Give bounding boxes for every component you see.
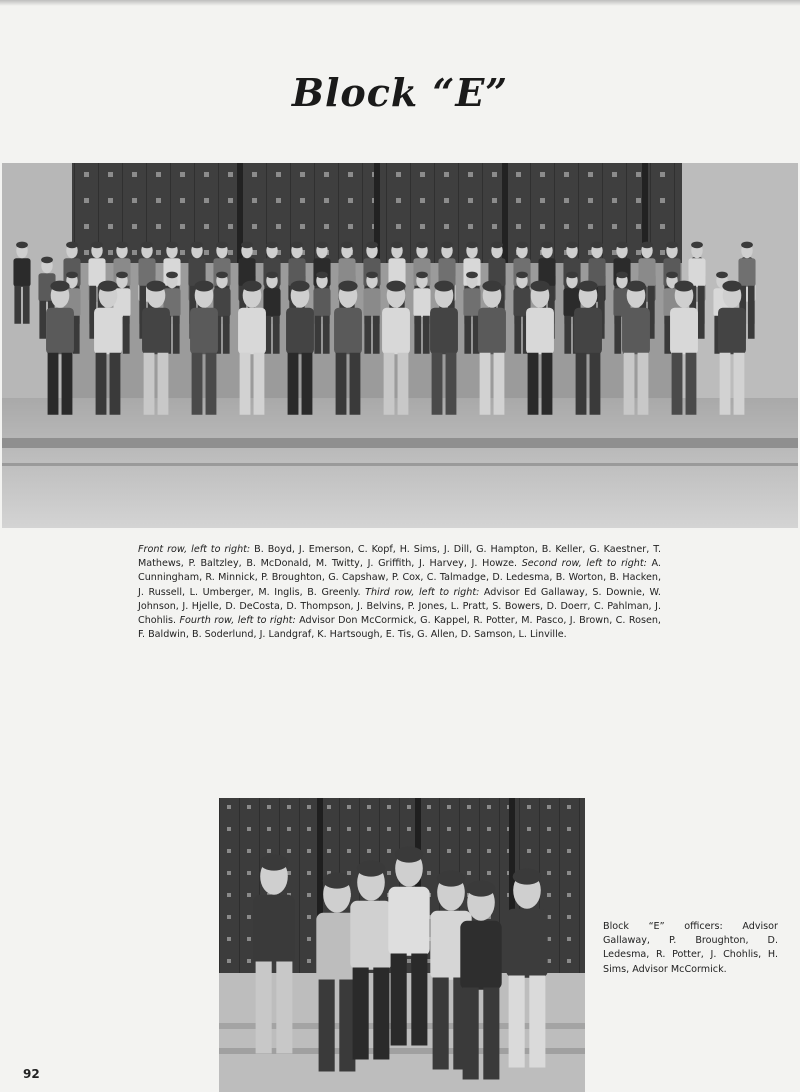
front-row-label: Front row, left to right: [138, 544, 251, 555]
fourth-row-label: Fourth row, left to right: [179, 615, 296, 627]
group-photo-image [2, 163, 798, 528]
officers-photo [219, 798, 585, 1092]
front-row-names: B. Boyd, J. Emerson, C. Kopf, H. Sims, J. Dill, G. Hampton, B. Keller, G. Kaestner, T. Mathews, P. Baltzley, B. McDonald, M. Twitty, J. Griffith, J. Harvey, J. Howze. [138, 544, 661, 570]
officers-photo-image [219, 798, 585, 1092]
page-number: 92 [23, 1067, 40, 1081]
third-row-names: Advisor Ed Gallaway, S. Downie, W. Johnson, J. Hjelle, D. DeCosta, D. Thompson, J. Belvins, P. Jones, L. Pratt, S. Bowers, D. Doerr, C. Pahlman, J. Chohlis. [138, 586, 661, 627]
second-row-label: Second row, left to right: [521, 558, 647, 570]
group-caption [138, 543, 661, 642]
third-row-label: Third row, left to right: [365, 586, 480, 598]
fourth-row-names: Advisor Don McCormick, G. Kappel, R. Potter, M. Pasco, J. Brown, C. Rosen, F. Baldwin, B. Soderlund, J. Landgraf, K. Hartsough, E. Tis, G. Allen, D. Samson, L. Linville. [138, 615, 661, 641]
group-photo [2, 163, 798, 528]
page-title: Block “E” [291, 70, 509, 115]
page-top-edge [0, 0, 800, 6]
second-row-names: A. Cunningham, R. Minnick, P. Broughton, G. Capshaw, P. Cox, C. Talmadge, D. Ledesma, B. Worton, B. Hacken, J. Russell, L. Umberger, M. Inglis, B. Greenly. [138, 558, 661, 598]
officers-caption: Block “E” officers: Advisor Gallaway, P. Broughton, D. Ledesma, R. Potter, J. Chohlis, H. Sims, Advisor McCormick. [603, 921, 778, 975]
